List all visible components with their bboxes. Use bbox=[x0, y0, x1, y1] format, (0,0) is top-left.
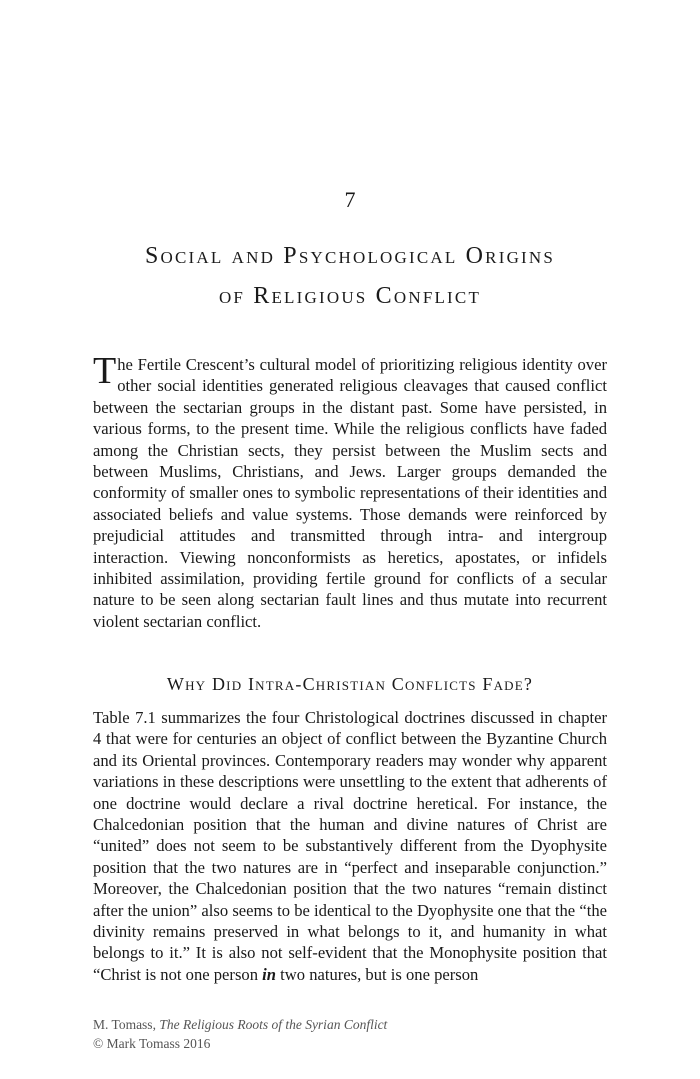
section-heading: Why Did Intra-Christian Conflicts Fade? bbox=[166, 674, 534, 694]
emphasis-word: in bbox=[262, 964, 276, 984]
section-text-part-1: Table 7.1 summarizes the four Christological doctrines discussed in chapter 4 that were for centuries an object of conflict between the Byzantine Church and its Oriental provinces. Contemporary readers may wonder why apparent variations in these descriptions were unsettling to the extent that adherents of one doctrine would declare a rival doctrine heretical. For instance, the Chalcedonian position that the human and divine natures of Christ are “united” does not seem to be substantively different from the Dyophysite position that the two natures are in “perfect and inseparable conjunction.” Moreover, the Chalcedonian position that the two natures “remain distinct after the union” also seems to be identical to the Dyophysite one that the “the divinity remains preserved in what belongs to it, and humanity in what belongs to it.” It is also not self-evident that the Monophysite position that “Christ is not one person bbox=[93, 708, 607, 984]
citation-author: M. Tomass, bbox=[93, 1017, 160, 1032]
chapter-title-line-1: Social and Psychological Origins bbox=[144, 243, 556, 269]
intro-paragraph bbox=[93, 350, 607, 632]
chapter-title-line-2: of Religious Conflict bbox=[218, 283, 482, 309]
intro-text: he Fertile Crescent’s cultural model of prioritizing religious identity over other social identities generated religious cleavages that caused conflict between the sectarian groups in the distant past. Some have persisted, in various forms, to the present time. While the religious conflicts have faded among the Christian sects, they persist between the Muslim sects and between Muslims, Christians, and Jews. Larger groups demanded the conformity of smaller ones to symbolic representations of their identities and associated beliefs and value systems. Those demands were reinforced by prejudicial attitudes and transmitted through intra- and intergroup interaction. Viewing nonconformists as heretics, apostates, or infidels inhibited assimilation, providing fertile ground for conflicts of a secular nature to be seen along sectarian fault lines and thus mutate into recurrent violent sectarian conflict. bbox=[93, 355, 607, 631]
chapter-title bbox=[60, 236, 640, 316]
citation-line bbox=[93, 1015, 607, 1034]
page-footer bbox=[93, 1015, 607, 1053]
section-paragraph bbox=[93, 707, 607, 985]
drop-cap: T bbox=[93, 350, 117, 392]
chapter-number: 7 bbox=[344, 187, 356, 212]
citation-book-title: The Religious Roots of the Syrian Conflict bbox=[159, 1017, 388, 1032]
section-text-part-2: two natures, but is one person bbox=[276, 964, 479, 984]
copyright-line: © Mark Tomass 2016 bbox=[93, 1036, 211, 1051]
